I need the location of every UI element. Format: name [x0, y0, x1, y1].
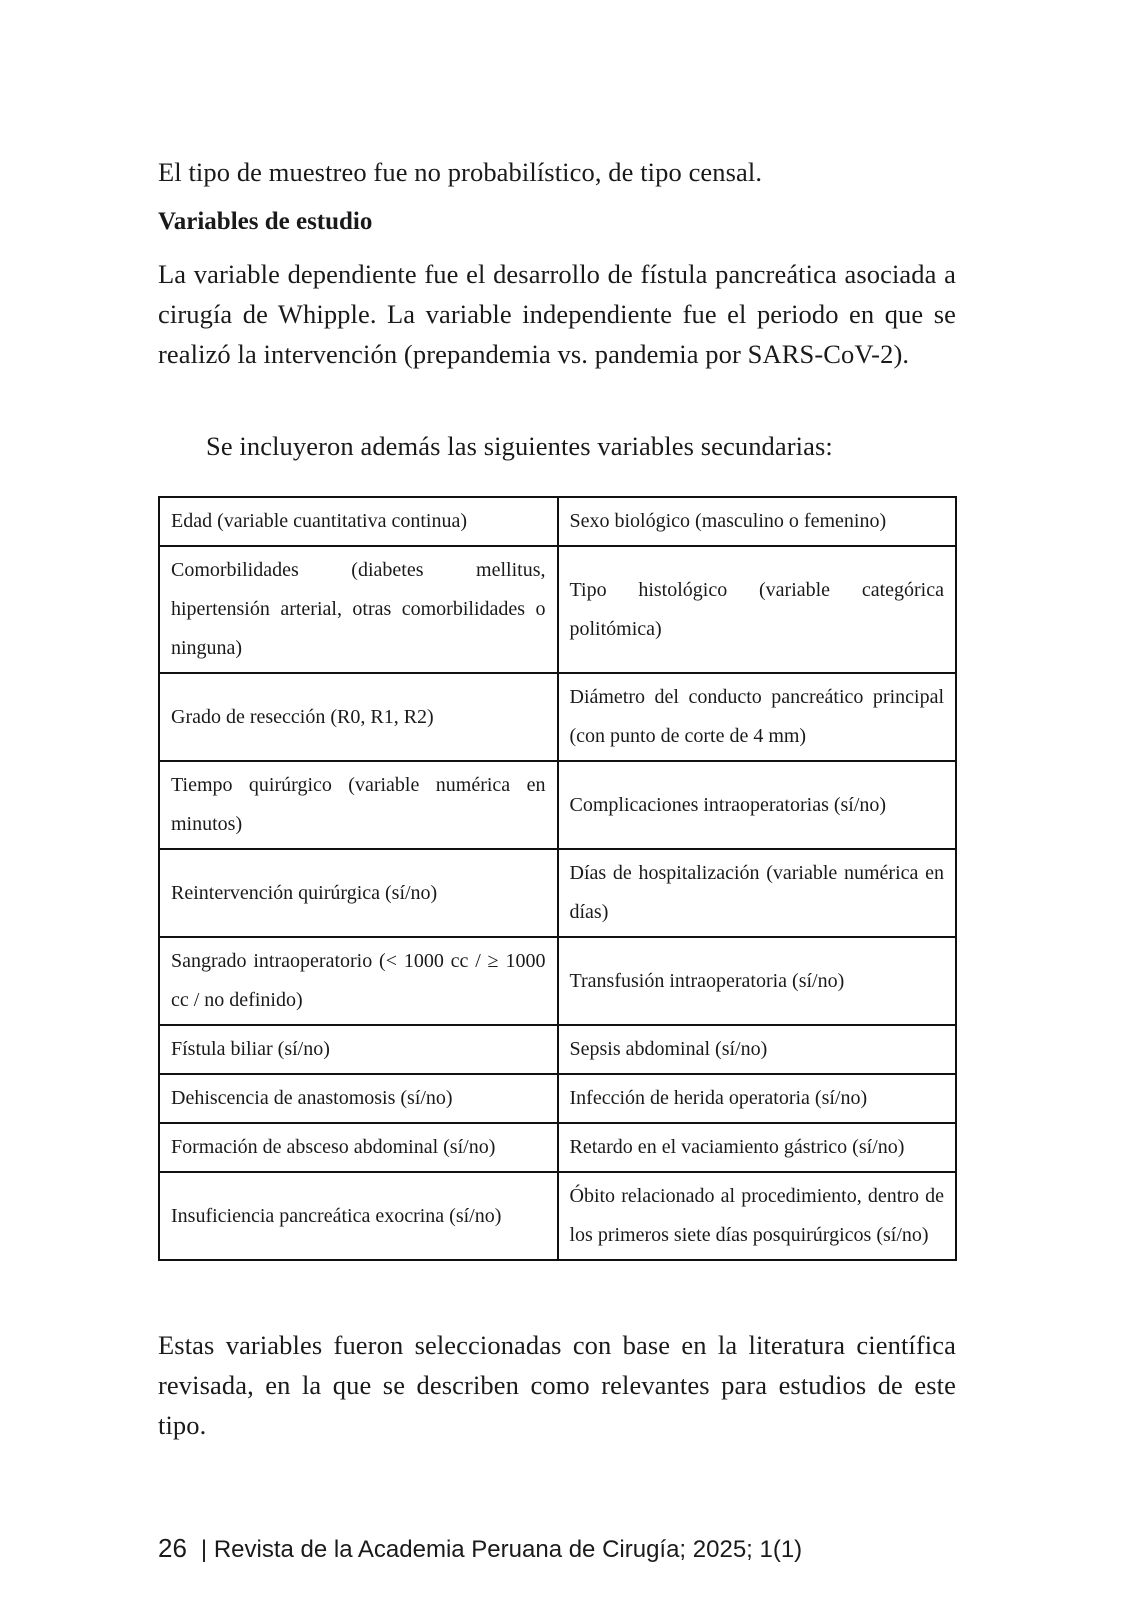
table-cell: Tipo histológico (variable categórica politómica) [558, 546, 957, 673]
table-cell: Grado de resección (R0, R1, R2) [159, 673, 558, 761]
table-cell: Sangrado intraoperatorio (< 1000 cc / ≥ 1000 cc / no definido) [159, 937, 558, 1025]
dependent-variable-paragraph: La variable dependiente fue el desarrollo de fístula pancreática asociada a cirugía de Whipple. La variable independiente fue el periodo en que se realizó la intervención (prepandemia vs. pandemia por SARS-CoV-2). [158, 259, 956, 369]
table-cell: Sexo biológico (masculino o femenino) [558, 497, 957, 546]
table-cell: Óbito relacionado al procedimiento, dentro de los primeros siete días posquirúrgicos (sí/no) [558, 1172, 957, 1260]
table-row [159, 546, 956, 673]
table-row [159, 1123, 956, 1172]
section-heading: Variables de estudio [158, 208, 373, 235]
table-cell: Insuficiencia pancreática exocrina (sí/no) [159, 1172, 558, 1260]
table-row [159, 497, 956, 546]
table-cell: Complicaciones intraoperatorias (sí/no) [558, 761, 957, 849]
table-cell: Formación de absceso abdominal (sí/no) [159, 1123, 558, 1172]
table-cell: Comorbilidades (diabetes mellitus, hipertensión arterial, otras comorbilidades o ninguna) [159, 546, 558, 673]
table-row [159, 849, 956, 937]
table-intro-paragraph: Se incluyeron además las siguientes variables secundarias: [206, 431, 833, 461]
table-cell: Transfusión intraoperatoria (sí/no) [558, 937, 957, 1025]
table-row [159, 673, 956, 761]
table-row [159, 761, 956, 849]
table-row [159, 937, 956, 1025]
table-cell: Diámetro del conducto pancreático principal (con punto de corte de 4 mm) [558, 673, 957, 761]
variables-table [158, 496, 957, 1261]
table-cell: Tiempo quirúrgico (variable numérica en minutos) [159, 761, 558, 849]
table-cell: Sepsis abdominal (sí/no) [558, 1025, 957, 1074]
table-cell: Infección de herida operatoria (sí/no) [558, 1074, 957, 1123]
table-cell: Reintervención quirúrgica (sí/no) [159, 849, 558, 937]
journal-citation: | Revista de la Academia Peruana de Cirugía; 2025; 1(1) [200, 1536, 803, 1563]
page-footer [158, 1533, 802, 1564]
table-cell: Edad (variable cuantitativa continua) [159, 497, 558, 546]
table-row [159, 1025, 956, 1074]
table-cell: Días de hospitalización (variable numérica en días) [558, 849, 957, 937]
page-number: 26 [158, 1533, 187, 1563]
table-cell: Dehiscencia de anastomosis (sí/no) [159, 1074, 558, 1123]
table-cell: Retardo en el vaciamiento gástrico (sí/no) [558, 1123, 957, 1172]
sampling-paragraph: El tipo de muestreo fue no probabilístico, de tipo censal. [158, 157, 763, 187]
closing-paragraph: Estas variables fueron seleccionadas con base en la literatura científica revisada, en la que se describen como relevantes para estudios de este tipo. [158, 1330, 956, 1440]
table-row [159, 1172, 956, 1260]
table-row [159, 1074, 956, 1123]
table-cell: Fístula biliar (sí/no) [159, 1025, 558, 1074]
